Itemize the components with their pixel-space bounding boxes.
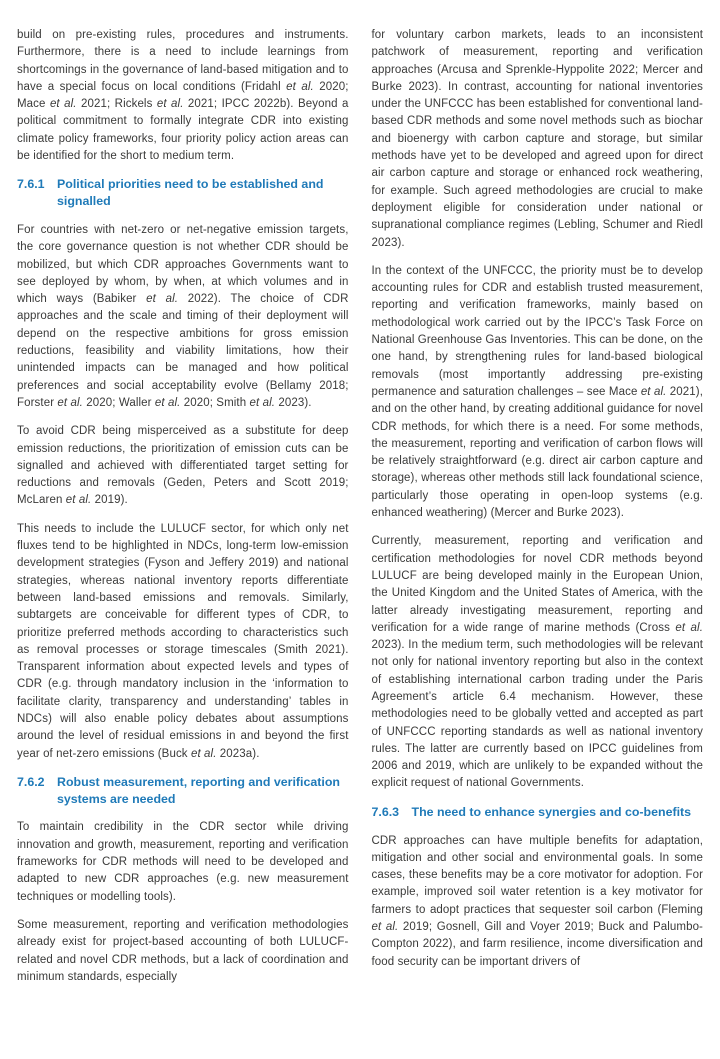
body-paragraph: CDR approaches can have multiple benefits for adaptation, mitigation and other social and environmental goals. In some cases, these benefits may be a core motivator for adoption. For example, improved soil water retention is a key motivator for farmers to adopt practices that sequester soil carbon (Fleming et al. 2019; Gosnell, Gill and Voyer 2019; Buck and Palumbo-Compton 2022), and farm resilience, income diversification and food security can be important drivers of <box>371 834 703 968</box>
body-paragraph: To maintain credibility in the CDR sector while driving innovation and growth, measurement, reporting and verification frameworks for CDR methods will need to be developed and adapted to new CDR approaches (e.g. new measurement techniques or modelling tools). <box>17 821 349 903</box>
body-paragraph: For countries with net-zero or net-negative emission targets, the core governance question is not whether CDR should be mobilized, but which CDR approaches Governments want to see deployed by whom, by when, at which volumes and in which ways (Babiker et al. 2022). The choice of CDR approaches and the scale and timing of their deployment will depend on the respective ambitions for gross emission reductions, feasibility and viability limitations, how their unintended impacts can be managed and how political preferences and social acceptability evolve (Bellamy 2018; Forster et al. 2020; Waller et al. 2020; Smith et al. 2023). <box>17 223 349 409</box>
section-title: The need to enhance synergies and co-benefits <box>411 804 692 819</box>
section-heading <box>372 804 704 821</box>
body-paragraph: This needs to include the LULUCF sector, for which only net fluxes tend to be highlighted in NDCs, long-term low-emission development strategies (Fyson and Jeffery 2019) and national strategies, whereas national inventory reports differentiate between land-based emissions and removals. Similarly, subtargets are conceivable for different types of CDR, to prioritize preferred methods according to characteristics such as removal processes or storage timescales (Smith 2021). Transparent information about expected levels and types of CDR (e.g. through mandatory inclusion in the ‘information to facilitate clarity, transparency and understanding’ tables in NDCs) will also enable policy debates about assumptions around the level of residual emissions in and beyond the first year of net-zero emissions (Buck et al. 2023a). <box>17 522 349 760</box>
section-number: 7.6.2 <box>17 774 45 789</box>
section-heading <box>17 774 349 808</box>
body-paragraph: Some measurement, reporting and verification methodologies already exist for project-based accounting of both LULUCF-related and novel CDR methods, but a lack of coordination and minimum standards, especially <box>17 918 349 983</box>
section-heading <box>17 176 349 210</box>
body-paragraph: for voluntary carbon markets, leads to an inconsistent patchwork of measurement, reporting and verification approaches (Arcusa and Sprenkle-Hyppolite 2022; Mercer and Burke 2023). In contrast, accounting for national inventories under the UNFCCC has been established for conventional land-based CDR methods and some novel methods such as biochar and bioenergy with carbon capture and storage, but similar methods have yet to be developed and agreed upon for direct air carbon capture and storage or enhanced rock weathering, for example. Such agreed methodologies are crucial to make deployment eligible for consideration under national or supranational compliance regimes (Lebling, Schumer and Riedl 2023). <box>371 29 703 249</box>
section-title: Political priorities need to be established and signalled <box>57 177 324 209</box>
section-number: 7.6.3 <box>371 804 400 819</box>
text-column-left <box>17 27 349 1043</box>
body-paragraph: To avoid CDR being misperceived as a substitute for deep emission reductions, the prioritization of emission cuts can be signalled and achieved with differentiated target setting for reductions and removals (Geden, Peters and Scott 2019; McLaren et al. 2019). <box>17 425 349 507</box>
body-paragraph: In the context of the UNFCCC, the priority must be to develop accounting rules for CDR and establish trusted measurement, reporting and verification frameworks, mainly based on methodological work carried out by the IPCC’s Task Force on National Greenhouse Gas Inventories. This can be done, on the one hand, by strengthening rules for land-based biological removals (most importantly addressing pre-existing permanence and saturation challenges – see Mace et al. 2021), and on the other hand, by creating additional guidance for novel CDR methods, for which there is a need. For some methods, the measurement, reporting and verification of carbon flows will be relatively straightforward (e.g. direct air carbon capture and storage), whereas other methods still lack foundational science, particularly those operating in open-loop systems (e.g. enhanced weathering) (Mercer and Burke 2023). <box>371 264 703 520</box>
body-paragraph: Currently, measurement, reporting and verification and certification methodologies for novel CDR methods beyond LULUCF are being developed mainly in the European Union, the United Kingdom and the United States of America, with the latter already investigating measurement, reporting and verification for a wide range of marine methods (Cross et al. 2023). In the medium term, such methodologies will be relevant not only for national inventory reporting but also in the context of establishing international carbon trading under the Paris Agreement’s article 6.4 mechanism. However, these methodologies need to be globally vetted and accepted as part of UNFCCC reporting standards as well as national inventory rules. The latter are currently based on IPCC guidelines from 2006 and 2019, which are unlikely to be expanded without the explicit request of national Governments. <box>371 535 703 790</box>
section-title: Robust measurement, reporting and verification systems are needed <box>57 774 340 806</box>
text-column-right <box>372 27 704 1043</box>
body-paragraph: build on pre-existing rules, procedures and instruments. Furthermore, there is a need to include learnings from shortcomings in the governance of land-based mitigation and to have a special focus on local conditions (Fridahl et al. 2020; Mace et al. 2021; Rickels et al. 2021; IPCC 2022b). Beyond a political commitment to formally integrate CDR into existing climate policy frameworks, four priority policy action areas can be identified for the short to medium term. <box>17 29 349 163</box>
section-number: 7.6.1 <box>17 177 45 192</box>
